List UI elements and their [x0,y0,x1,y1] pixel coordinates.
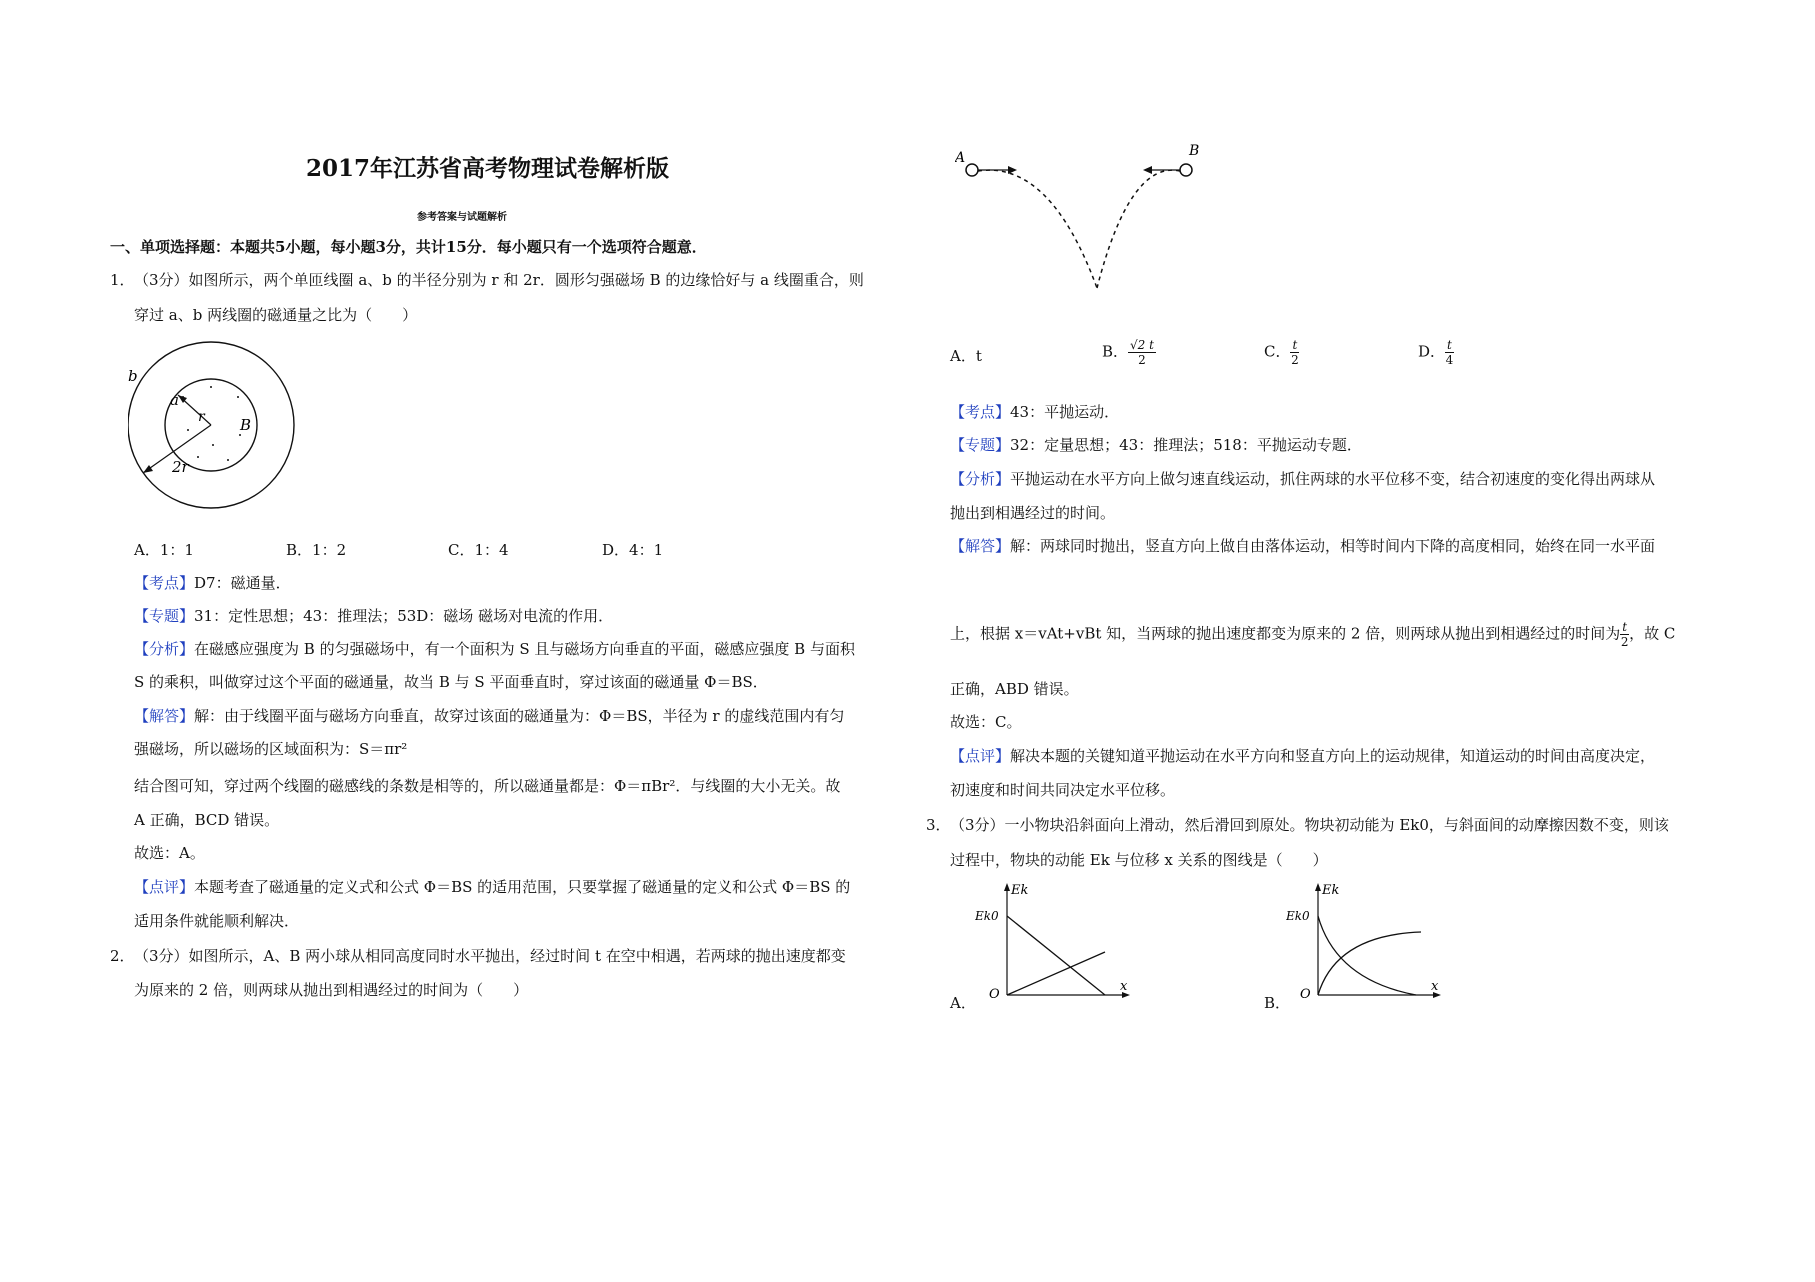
kaodian-tag: 【考点】 [950,403,1011,421]
section-heading: 一、单项选择题：本题共5小题，每小题3分，共计15分．每小题只有一个选项符合题意． [110,238,707,256]
velocity-A-arrowhead [1008,166,1017,174]
q1-jieda-line4: A 正确，BCD 错误。 [134,811,280,829]
label-origin: O [989,987,1000,1000]
q2-jieda-line2: 上，根据 x＝vAt+vBt 知，当两球的抛出速度都变为原来的 2 倍，则两球从抛出到相遇经过的时间为 $\frac{t}{2}$ ，故 C [950,620,1676,649]
q1-option-d: D．4：1 [602,541,664,559]
label-ek0: Ek0 [1286,909,1310,923]
label-r: r [198,409,205,425]
q1-answer: 故选：A。 [134,844,205,862]
dianping-line1: 本题考查了磁通量的定义式和公式 Φ＝BS 的适用范围，只要掌握了磁通量的定义和公式 Φ＝BS 的 [194,878,851,896]
label-ek: Ek [1322,883,1340,898]
label-2r: 2r [172,458,189,476]
q2-option-b: B． $\frac{√2 t}{2}$ [1102,338,1154,367]
jieda-line1: 解：由于线圈平面与磁场方向垂直，故穿过该面的磁通量为：Φ＝BS，半径为 r 的虚线范围内有匀 [194,707,845,725]
q3-stem-line1: （3分）一小物块沿斜面向上滑动，然后滑回到原处。物块初动能为 Ek0，与斜面间的动摩擦因数不变，则该 [950,816,1669,834]
q3-option-a: A． [950,994,976,1012]
q1-jieda [134,706,844,726]
velocity-B-arrowhead [1143,166,1152,174]
radius-2r-arrowhead [143,465,153,473]
label-b: b [128,367,138,385]
label-a: a [170,391,179,409]
label-x: x [1120,979,1128,994]
graph-b-down-curve [1318,932,1421,995]
q1-zhuanti [134,606,613,626]
q1-figure-concentric-coils [128,335,328,525]
q1-stem-line2: 穿过 a、b 两线圈的磁通量之比为（ ） [134,306,418,324]
q2-figure-projectiles [955,140,1210,300]
q2-fenxi [950,469,1655,489]
q2-number: 2． [110,947,135,965]
y-axis-arrowhead [1004,883,1010,891]
label-origin: O [1300,987,1311,1000]
q2-dianping-line2: 初速度和时间共同决定水平位移。 [950,781,1176,799]
zhuanti-text: 32：定量思想；43：推理法；518：平抛运动专题． [1010,436,1362,454]
q1-jieda-line3: 结合图可知，穿过两个线圈的磁感线的条数是相等的，所以磁通量都是：Φ＝πBr²．与线圈的大小无关。故 [134,777,841,795]
jieda-tag: 【解答】 [950,537,1011,555]
q3-option-b: B． [1264,994,1291,1012]
kaodian-text: D7：磁通量． [194,574,291,592]
q1-kaodian [134,573,291,593]
q1-jieda-line2: 强磁场，所以磁场的区域面积为：S＝πr² [134,740,408,758]
jieda-tag: 【解答】 [134,707,195,725]
q2-option-d: D． $\frac{t}{4}$ [1418,338,1454,367]
q1-fenxi [134,639,855,659]
fenxi-line1: 在磁感应强度为 B 的匀强磁场中，有一个面积为 S 且与磁场方向垂直的平面，磁感应强度 B 与面积 [194,640,855,658]
ball-A [966,164,978,176]
q2-jieda [950,536,1655,556]
jieda-line1: 解：两球同时抛出，竖直方向上做自由落体运动，相等时间内下降的高度相同，始终在同一水平面 [1010,537,1656,555]
label-B: B [240,416,252,434]
field-dots [182,386,241,461]
q1-number: 1． [110,271,135,289]
fenxi-tag: 【分析】 [950,470,1011,488]
q3-stem-line2: 过程中，物块的动能 Ek 与位移 x 关系的图线是（ ） [950,851,1328,869]
q1-dianping [134,877,850,897]
label-ek0: Ek0 [975,909,999,923]
label-x: x [1431,979,1439,994]
q1-option-a: A．1：1 [134,541,194,559]
zhuanti-tag: 【专题】 [134,607,195,625]
zhuanti-text: 31：定性思想；43：推理法；53D：磁场 磁场对电流的作用． [194,607,614,625]
kaodian-text: 43：平抛运动． [1010,403,1120,421]
graph-a-down-line [1007,952,1105,995]
document-subtitle: 参考答案与试题解析 [417,212,507,223]
q1-dianping-line2: 适用条件就能顺利解决． [134,912,300,930]
q1-option-c: C．1：4 [448,541,509,559]
q2-stem-line2: 为原来的 2 倍，则两球从抛出到相遇经过的时间为（ ） [134,981,529,999]
q1-option-b: B．1：2 [286,541,347,559]
q2-answer: 故选：C。 [950,713,1022,731]
q1-fenxi-line2: S 的乘积，叫做穿过这个平面的磁通量，故当 B 与 S 平面垂直时，穿过该面的磁通量 Φ＝BS． [134,673,768,691]
zhuanti-tag: 【专题】 [950,436,1011,454]
trajectory-B [1097,170,1180,288]
q2-kaodian [950,402,1119,422]
dianping-tag: 【点评】 [134,878,195,896]
q3-graph-a [975,880,1135,1000]
q2-fenxi-line2: 抛出到相遇经过的时间。 [950,504,1116,522]
label-ek: Ek [1011,883,1029,898]
q2-stem-line1: （3分）如图所示，A、B 两小球从相同高度同时水平抛出，经过时间 t 在空中相遇，若两球的抛出速度都变 [134,947,846,965]
dianping-tag: 【点评】 [950,747,1011,765]
fenxi-line1: 平抛运动在水平方向上做匀速直线运动，抓住两球的水平位移不变，结合初速度的变化得出两球从 [1010,470,1656,488]
fenxi-tag: 【分析】 [134,640,195,658]
q2-option-c: C． $\frac{t}{2}$ [1264,338,1299,367]
trajectory-A [978,170,1097,288]
q2-zhuanti [950,435,1362,455]
label-B: B [1189,143,1200,159]
dianping-line1: 解决本题的关键知道平抛运动在水平方向和竖直方向上的运动规律，知道运动的时间由高度决定， [1010,747,1656,765]
ball-B [1180,164,1192,176]
graph-b-up-curve [1318,916,1416,995]
q2-jieda-line3: 正确，ABD 错误。 [950,680,1079,698]
q3-number: 3． [926,816,951,834]
q2-option-a: A．t [950,347,982,365]
q2-dianping [950,746,1655,766]
q1-stem-line1: （3分）如图所示，两个单匝线圈 a、b 的半径分别为 r 和 2r．圆形匀强磁场 B 的边缘恰好与 a 线圈重合，则 [134,271,864,289]
q3-graph-b [1286,880,1446,1000]
y-axis-arrowhead [1315,883,1321,891]
label-A: A [955,150,966,166]
document-title: 2017年江苏省高考物理试卷解析版 [306,155,670,182]
kaodian-tag: 【考点】 [134,574,195,592]
graph-a-up-line [1007,916,1105,995]
